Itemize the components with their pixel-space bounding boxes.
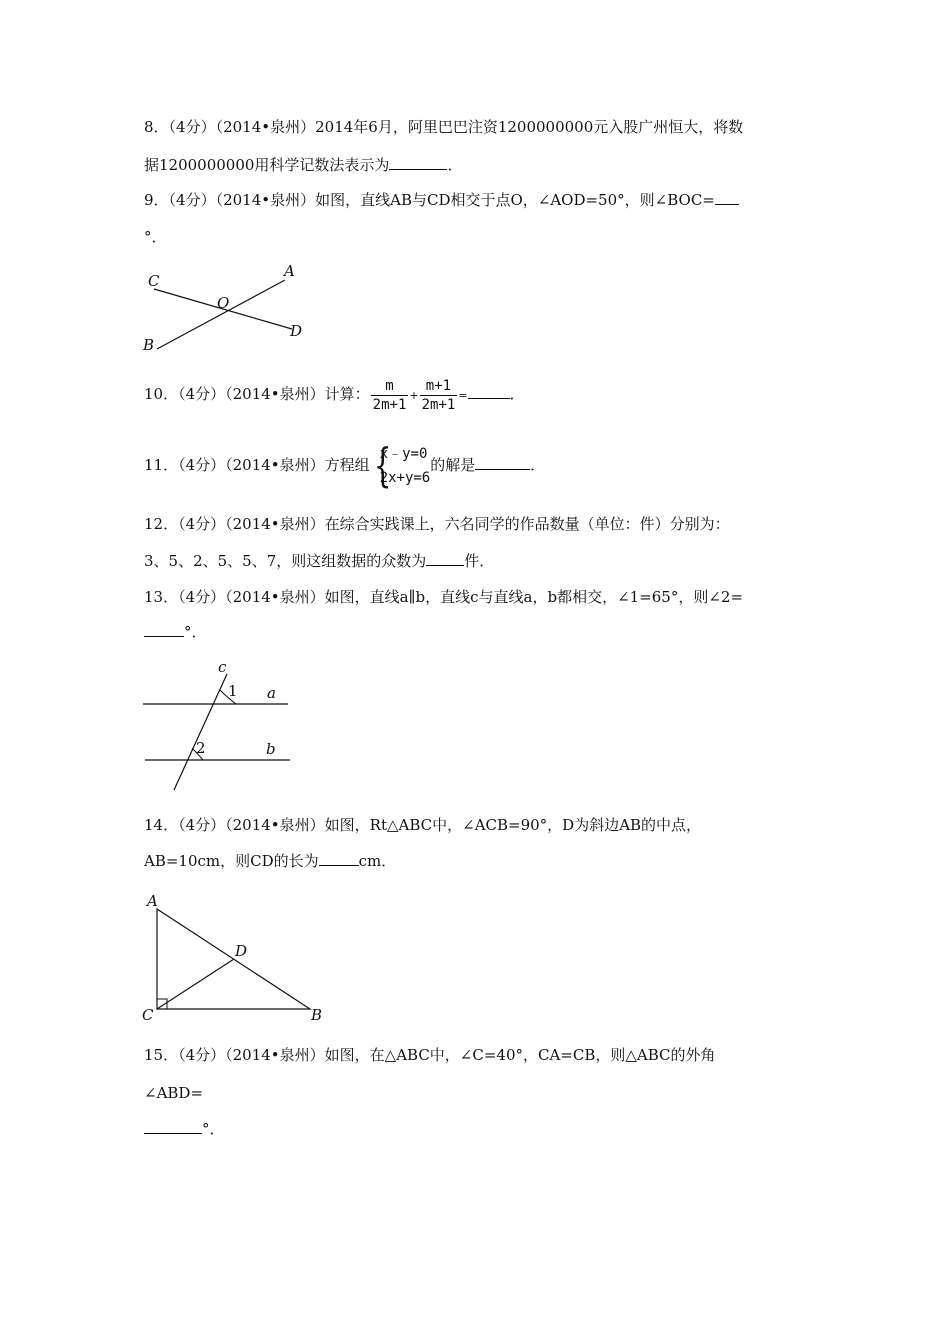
answer-blank xyxy=(319,851,359,866)
label-o: O xyxy=(217,294,230,312)
q9-text: 9．（4分）（2014•泉州）如图，直线AB与CD相交于点O，∠AOD=50°，则∠BOC= xyxy=(144,191,715,209)
q14-line1: 14．（4分）（2014•泉州）如图，Rt△ABC中，∠ACB=90°，D为斜边AB的中点， xyxy=(144,816,702,834)
label-c: c xyxy=(218,658,227,676)
label-b: B xyxy=(143,336,155,354)
label-angle-2: 2 xyxy=(196,739,206,757)
label-angle-1: 1 xyxy=(228,682,238,700)
q11-end: ． xyxy=(530,456,546,474)
q10-text: 10．（4分）（2014•泉州）计算： xyxy=(144,385,370,403)
label-a: a xyxy=(267,684,276,702)
answer-blank xyxy=(144,622,184,637)
answer-blank xyxy=(468,384,510,399)
answer-blank xyxy=(144,1119,202,1134)
line-c xyxy=(174,674,227,790)
q14-line2 xyxy=(144,851,396,871)
q12-line1: 12．（4分）（2014•泉州）在综合实践课上，六名同学的作品数量（单位：件）分别为： xyxy=(144,515,730,533)
label-d: D xyxy=(290,322,303,340)
q13-end: °． xyxy=(184,623,207,641)
q10-line xyxy=(144,372,525,418)
label-b: b xyxy=(266,740,276,758)
q14-end: cm． xyxy=(358,852,397,870)
q9-line2: °． xyxy=(144,228,167,246)
equation-1: x﹣y=0 xyxy=(379,446,428,462)
q12-text: 3、5、2、5、5、7，则这组数据的众数为 xyxy=(144,552,427,570)
q11-line xyxy=(144,440,545,490)
answer-blank xyxy=(715,190,739,205)
answer-blank xyxy=(475,455,530,470)
plus-sign: + xyxy=(409,389,419,402)
q12-end: 件． xyxy=(464,552,495,570)
label-d: D xyxy=(235,942,248,960)
label-a: A xyxy=(284,262,295,280)
equation-system xyxy=(370,438,431,492)
fraction-1-numerator: m xyxy=(385,377,394,394)
fraction-1 xyxy=(371,377,409,414)
q8-text: 据1200000000用科学记数法表示为 xyxy=(144,156,390,174)
segment-cd xyxy=(157,959,234,1009)
q8-line1: 8．（4分）（2014•泉州）2014年6月，阿里巴巴注资1200000000元入股广州恒大，将数 xyxy=(144,118,744,136)
q11-text: 11．（4分）（2014•泉州）方程组 xyxy=(144,456,370,474)
equation-2: 2x+y=6 xyxy=(379,470,431,486)
fraction-1-denominator: 2m+1 xyxy=(372,396,407,413)
q15-end: °． xyxy=(202,1120,225,1138)
label-b: B xyxy=(311,1006,323,1024)
q8-end: ． xyxy=(447,156,463,174)
q9-line1 xyxy=(144,190,739,210)
q14-text: AB=10cm，则CD的长为 xyxy=(144,852,319,870)
label-a: A xyxy=(147,892,158,910)
brace-icon: { xyxy=(373,438,392,492)
q15-line3 xyxy=(144,1119,225,1139)
label-c: C xyxy=(142,1006,154,1024)
q13-figure-parallel-lines xyxy=(140,658,300,793)
q15-line1: 15．（4分）（2014•泉州）如图，在△ABC中，∠C=40°，CA=CB，则△ABC的外角 xyxy=(144,1046,716,1064)
q8-line2 xyxy=(144,155,462,175)
q13-line1: 13．（4分）（2014•泉州）如图，直线a∥b，直线c与直线a，b都相交，∠1=65°，则∠2= xyxy=(144,588,744,606)
answer-blank xyxy=(389,155,447,170)
q9-figure-intersecting-lines xyxy=(140,258,310,358)
line-ab xyxy=(157,280,285,349)
q11-mid: 的解是 xyxy=(430,456,476,474)
fraction-2-denominator: 2m+1 xyxy=(421,396,456,413)
q10-end: ． xyxy=(509,385,525,403)
equals-sign: = xyxy=(458,389,468,402)
fraction-2 xyxy=(420,377,458,414)
fraction-2-numerator: m+1 xyxy=(425,377,452,394)
q13-line2 xyxy=(144,622,207,642)
q14-figure-right-triangle xyxy=(140,890,330,1025)
label-c: C xyxy=(148,272,160,290)
answer-blank xyxy=(426,551,464,566)
q12-line2 xyxy=(144,551,494,571)
q15-line2: ∠ABD= xyxy=(144,1084,204,1102)
